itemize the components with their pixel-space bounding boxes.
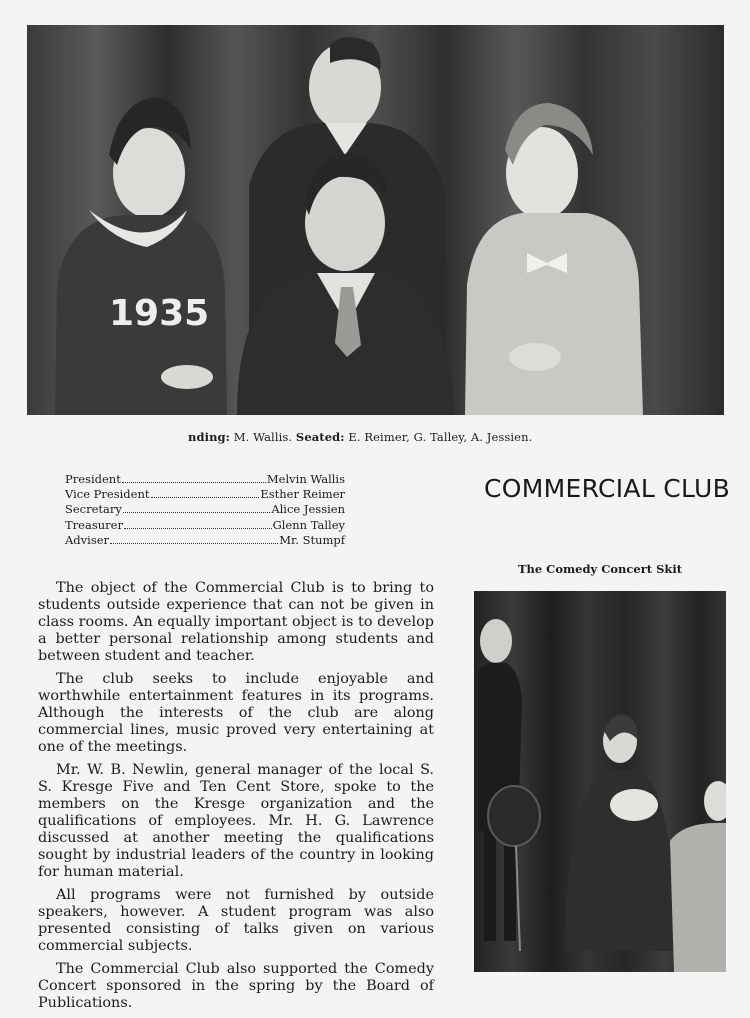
officer-role: Treasurer <box>65 517 123 532</box>
officer-name: Melvin Wallis <box>266 472 345 486</box>
paragraph: The object of the Commercial Club is to bring to students outside experience that can not be given in class rooms. An equally important object is to develop a better personal relationship among students and between student and teacher. <box>38 580 434 664</box>
seated-woman-figure <box>564 714 678 951</box>
officer-row <box>65 518 345 533</box>
officer-role: Vice President <box>65 487 150 502</box>
officer-list <box>65 472 345 548</box>
right-woman-figure <box>465 103 643 415</box>
seated-names: E. Reimer, G. Talley, A. Jessien. <box>348 430 533 444</box>
officer-row <box>65 533 345 548</box>
left-woman-figure <box>55 97 227 415</box>
officers-group-photo <box>27 25 724 415</box>
officer-name: Alice Jessien <box>271 502 345 517</box>
officer-name: Glenn Talley <box>272 517 345 532</box>
right-performer-figure <box>670 781 726 972</box>
leader-dots <box>122 481 266 483</box>
page-title: COMMERCIAL CLUB <box>484 474 731 503</box>
standing-label: nding: <box>188 430 231 444</box>
paragraph: The Commercial Club also supported the Comedy Concert sponsored in the spring by the Board of Publications. <box>38 961 434 1011</box>
sweater-number: 1935 <box>109 293 210 334</box>
leader-dots <box>151 496 260 498</box>
skit-photo-caption: The Comedy Concert Skit <box>517 562 683 576</box>
seated-label: Seated: <box>295 430 345 444</box>
officers-photo-caption <box>188 430 708 444</box>
standing-names: M. Wallis. <box>233 430 293 444</box>
paragraph: Mr. W. B. Newlin, general manager of the local S. S. Kresge Five and Ten Cent Store, spoke to the members on the Kresge organization and the qualifications of employees. Mr. H. G. Lawrence discussed at another meeting the qualifications sought by industrial leaders of the country in looking for human material. <box>38 762 434 880</box>
standing-performer-figure <box>478 619 540 951</box>
leader-dots <box>124 527 272 529</box>
comedy-skit-photo <box>474 591 726 972</box>
officer-row <box>65 502 345 517</box>
officer-role: President <box>65 472 121 486</box>
officer-row <box>65 487 345 502</box>
leader-dots <box>123 511 270 513</box>
officer-name: Mr. Stumpf <box>279 532 345 547</box>
officer-role: Adviser <box>65 532 110 547</box>
officer-role: Secretary <box>65 502 122 517</box>
officer-name: Esther Reimer <box>260 487 345 502</box>
paragraph: The club seeks to include enjoyable and worthwhile entertainment features in its programs. Although the interests of the club are along commercial lines, music proved very entertaining at one of the meetings. <box>38 671 434 755</box>
paragraph: All programs were not furnished by outside speakers, however. A student program was also presented consisting of talks given on various commercial subjects. <box>38 887 434 954</box>
leader-dots <box>110 542 278 544</box>
officer-row <box>65 472 345 487</box>
article-body <box>38 580 434 1018</box>
